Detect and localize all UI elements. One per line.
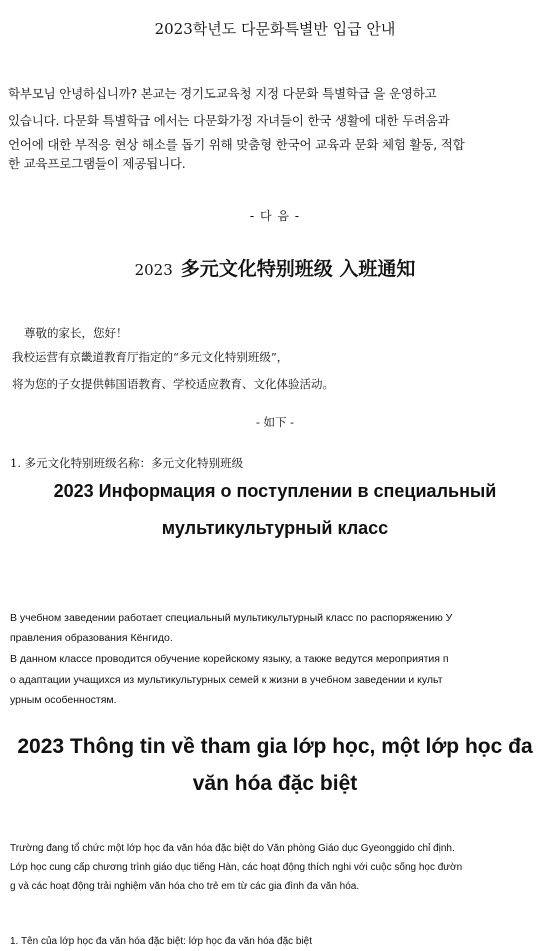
korean-title: 2023학년도 다문화특별반 입급 안내 <box>154 20 396 38</box>
russian-title-line-2: мультикультурный класс <box>161 518 389 538</box>
russian-paragraph-line: правления образования Кёнгидо. <box>10 632 173 644</box>
russian-title-line-1: 2023 Информация о поступлении в специальный <box>53 481 497 501</box>
vietnamese-paragraph-line: Lớp học cung cấp chương trình giáo dục tiếng Hàn, các hoạt động thích nghi với cuộc sống học đườn <box>10 862 463 873</box>
vietnamese-title-line-1: 2023 Thông tin về tham gia lớp học, một lớp học đa <box>17 735 533 758</box>
vietnamese-item-1: 1. Tên của lớp học đa văn hóa đặc biệt: lớp học đa văn hóa đặc biệt <box>10 936 313 947</box>
korean-paragraph-line: 한 교육프로그램들이 제공됩니다. <box>8 156 186 171</box>
vietnamese-paragraph-line: g và các hoạt động trải nghiệm văn hóa cho trẻ em từ các gia đình đa văn hóa. <box>10 881 360 892</box>
chinese-next-marker: - 如下 - <box>255 415 295 429</box>
korean-paragraph-line: 학부모님 안녕하십니까? 본교는 경기도교육청 지정 다문화 특별학급 을 운영하고 <box>8 86 437 101</box>
vietnamese-title-line-2: văn hóa đặc biệt <box>192 772 358 795</box>
russian-paragraph-line: о адаптации учащихся из мультикультурных семей к жизни в учебном заведении и культ <box>10 674 443 686</box>
korean-next-marker: - 다 음 - <box>249 209 301 223</box>
russian-paragraph-line: В учебном заведении работает специальный мультикультурный класс по распоряжению У <box>10 612 453 624</box>
chinese-greeting: 尊敬的家长，您好！ <box>24 326 128 340</box>
chinese-line: 我校运营有京畿道教育厅指定的“多元文化特别班级”， <box>12 350 289 364</box>
russian-paragraph-line: В данном классе проводится обучение корейскому языку, а также ведутся мероприятия п <box>10 653 449 665</box>
chinese-line: 将为您的子女提供韩国语教育、学校适应教育、文化体验活动。 <box>12 377 334 391</box>
chinese-item-1: 1. 多元文化特别班级名称：多元文化特别班级 <box>10 456 244 470</box>
korean-paragraph-line: 언어에 대한 부적응 현상 해소를 돕기 위해 맞춤형 한국어 교육과 문화 체험 활동, 적합 <box>8 137 465 152</box>
korean-paragraph-line: 있습니다. 다문화 특별학급 에서는 다문화가정 자녀들이 한국 생활에 대한 두려움과 <box>8 113 450 128</box>
russian-paragraph-line: урным особенностям. <box>10 694 117 706</box>
chinese-title-year: 2023 <box>134 261 173 279</box>
vietnamese-paragraph-line: Trường đang tổ chức một lớp học đa văn hóa đặc biệt do Văn phòng Giáo dục Gyeonggido chỉ định. <box>10 843 455 854</box>
chinese-title <box>0 254 550 281</box>
chinese-title-text: 多元文化特别班级 入班通知 <box>180 258 416 280</box>
